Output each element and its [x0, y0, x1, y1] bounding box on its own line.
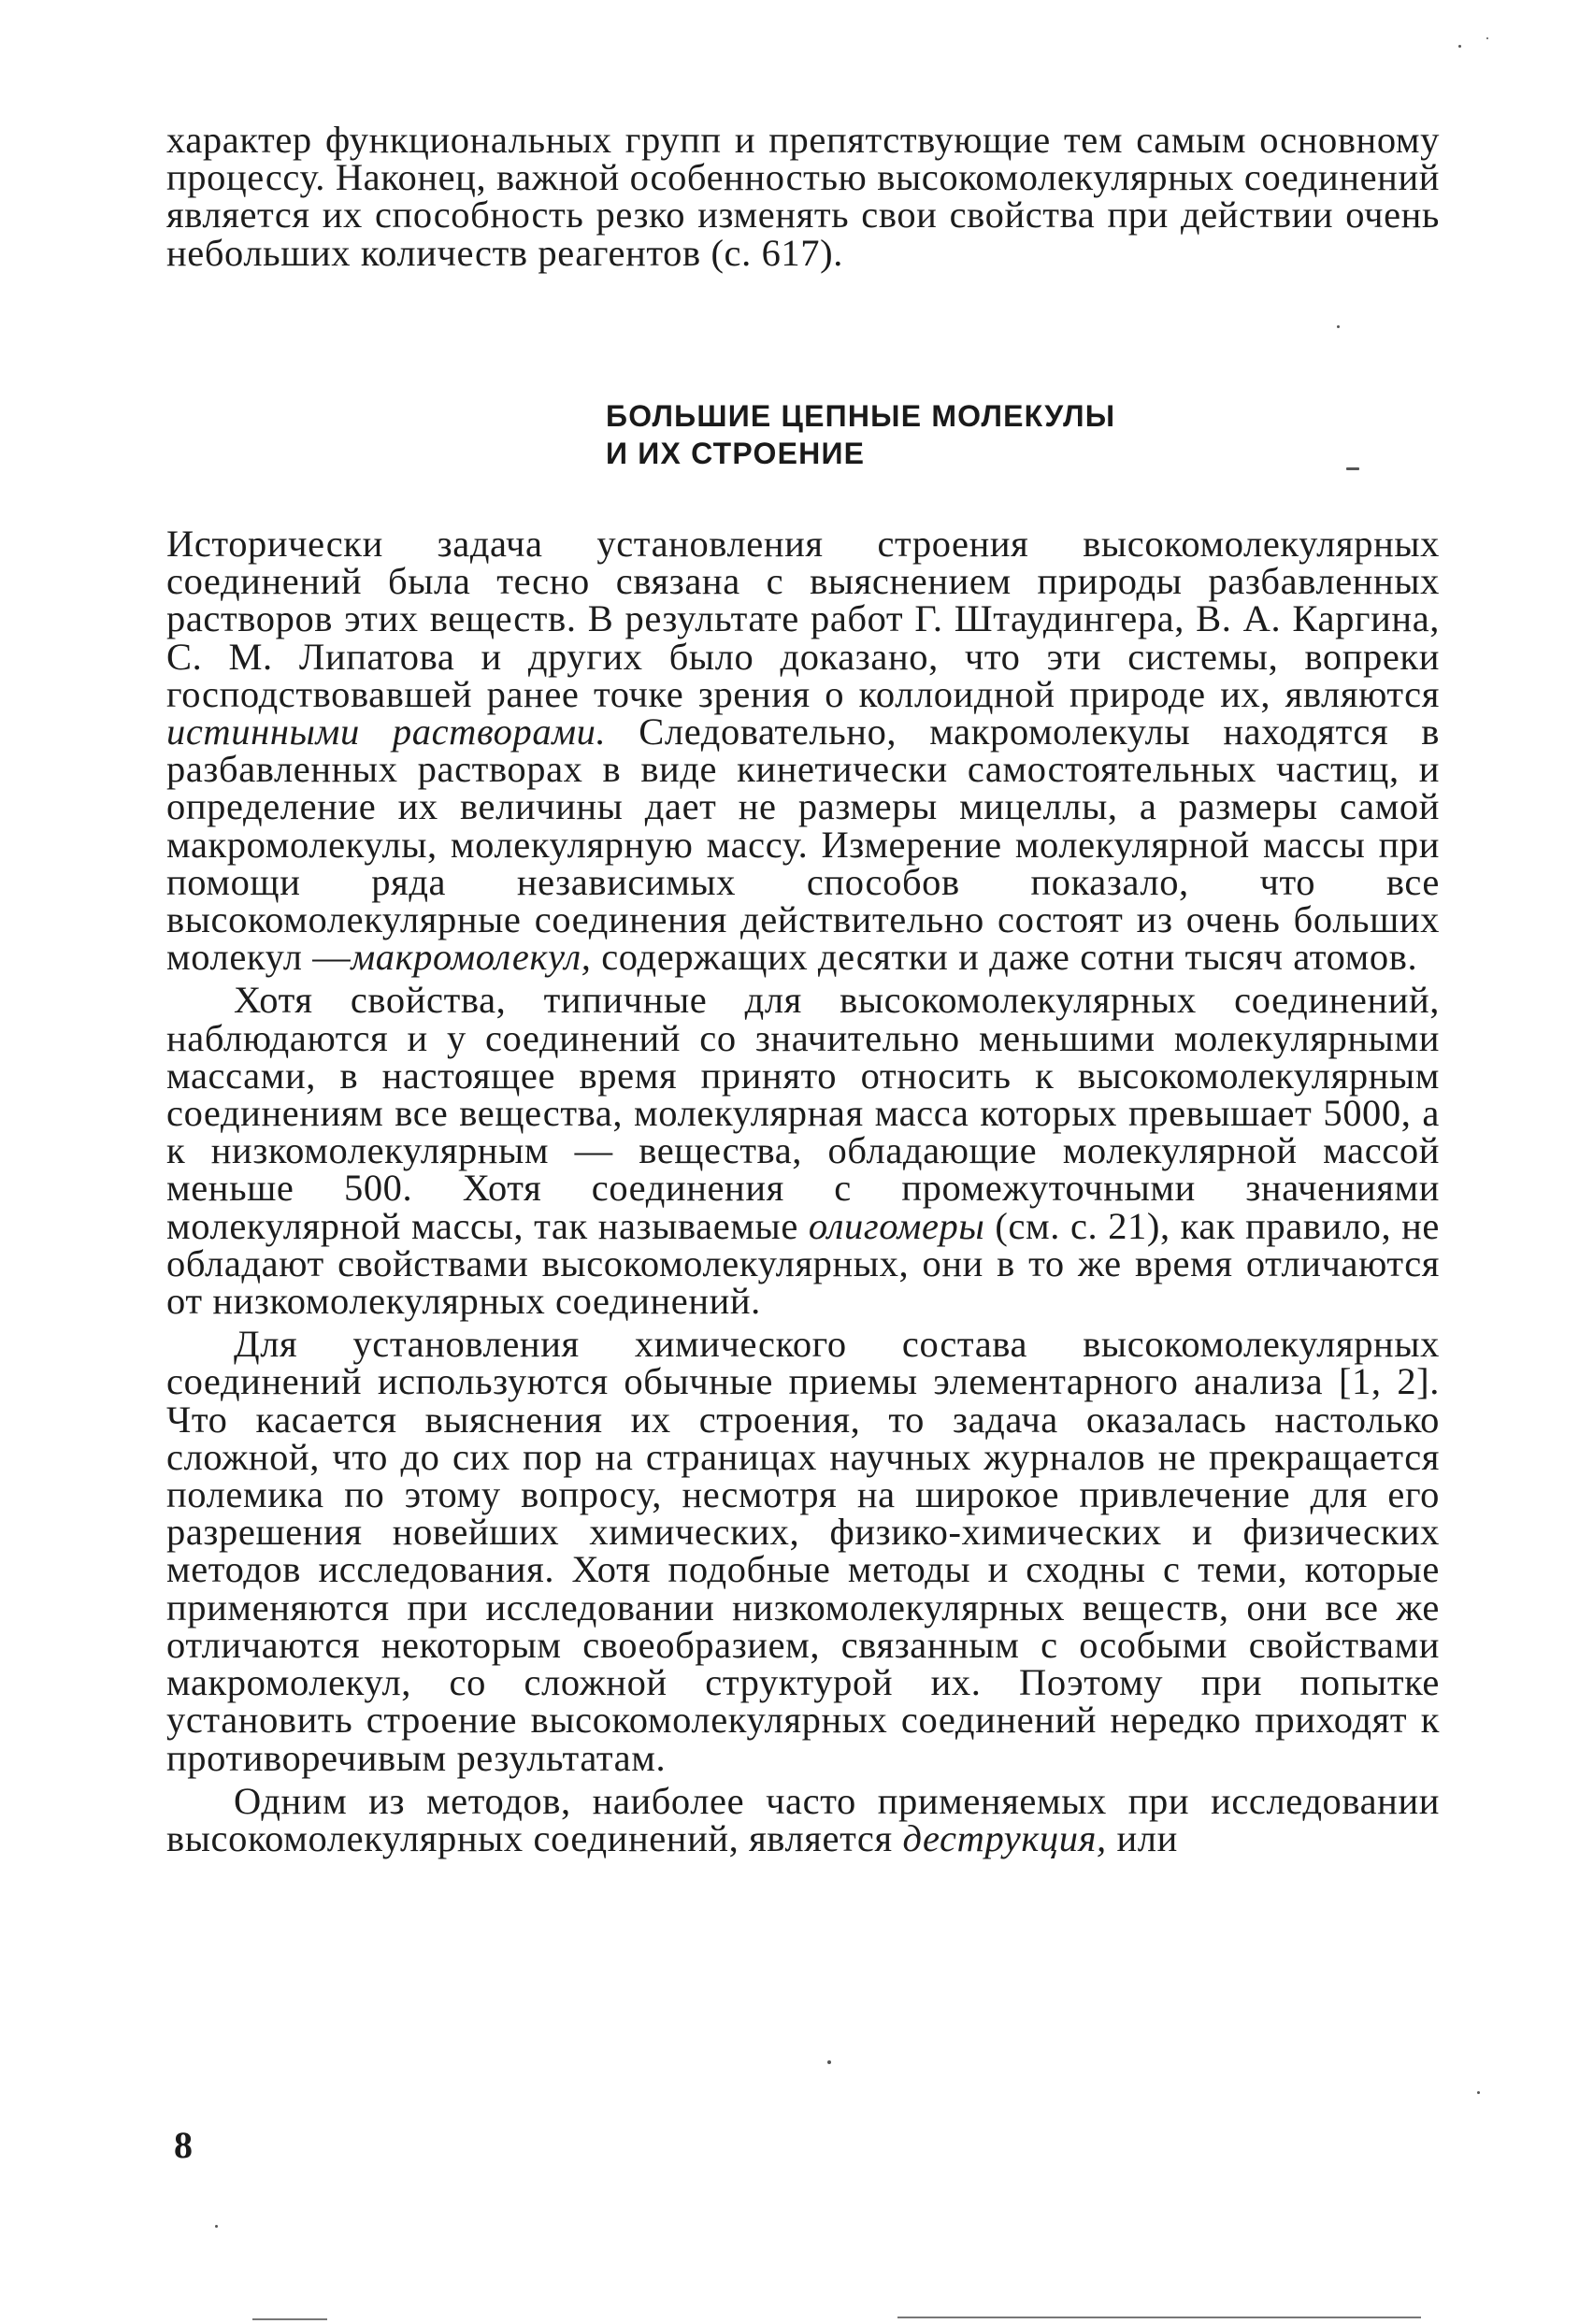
section-body: [166, 525, 1440, 1858]
paragraph-1: Исторически задача установления строения высокомолекулярных соединений была тесно связана с выяснением природы разбавленных растворов этих веществ. В результате работ Г. Штаудингера, В. А. Каргина, С. М. Липатова и других было доказано, что эти системы, вопреки господствовавшей ранее точке зрения о коллоидной природе их, являются истинными растворами. Следовательно, макромолекулы находятся в разбавленных растворах в виде кинетически самостоятельных частиц, и определение их величины дает не размеры мицеллы, а размеры самой макромолекулы, молекулярную массу. Измерение молекулярной массы при помощи ряда независимых способов показало, что все высокомолекулярные соединения действительно состоят из очень больших молекул —макромолекул, содержащих десятки и даже сотни тысяч атомов.: [166, 523, 1440, 979]
continuation-paragraph: [166, 119, 1440, 274]
continuation-text: характер функциональных групп и препятствующие тем самым основному процессу. Наконец, важной особенностью высокомолекулярных соединений является их способность резко изменять свои свойства при действии очень небольших количеств реагентов (с. 617).: [166, 119, 1440, 274]
scan-speck: [827, 2060, 831, 2064]
section-heading: [606, 397, 1260, 472]
scan-line: [252, 2318, 327, 2320]
term-destruction: деструкция,: [902, 1816, 1107, 1859]
scan-speck: [215, 2225, 218, 2228]
scan-speck: [1458, 45, 1461, 48]
paragraph-4: Одним из методов, наиболее часто применяемых при исследовании высокомолекулярных соединений, является деструкция, или: [166, 1779, 1440, 1859]
scan-speck: [1346, 467, 1359, 470]
scan-speck: [1486, 37, 1488, 39]
term-macromolecules: макромолекул,: [351, 936, 592, 979]
scan-speck: [1337, 325, 1340, 328]
scan-line: [897, 2317, 1421, 2318]
scan-speck: [1477, 2091, 1480, 2094]
paragraph-3: Для установления химического состава высокомолекулярных соединений используются обычные приемы элементарного анализа [1, 2]. Что касается выяснения их строения, то задача оказалась настолько сложной, что до сих пор на страницах научных журналов не прекращается полемика по этому вопросу, несмотря на широкое привлечение для его разрешения новейших химических, физико-химических и физических методов исследования. Хотя подобные методы и сходны с теми, которые применяются при исследовании низкомолекулярных веществ, они все же отличаются некоторым своеобразием, связанным с особыми свойствами макромолекул, со сложной структурой их. Поэтому при попытке установить строение высокомолекулярных соединений нередко приходят к противоречивым результатам.: [166, 1323, 1440, 1779]
paragraph-2: Хотя свойства, типичные для высокомолекулярных соединений, наблюдаются и у соединений со значительно меньшими молекулярными массами, в настоящее время принято относить к высокомолекулярным соединениям все вещества, молекулярная масса которых превышает 5000, а к низкомолекулярным — вещества, обладающие молекулярной массой меньше 500. Хотя соединения с промежуточными значениями молекулярной массы, так называемые олигомеры (см. с. 21), как правило, не обладают свойствами высокомолекулярных, они в то же время отличаются от низкомолекулярных соединений.: [166, 979, 1441, 1323]
term-true-solutions: истинными растворами.: [166, 710, 607, 753]
section-heading-line-1: БОЛЬШИЕ ЦЕПНЫЕ МОЛЕКУЛЫ: [606, 399, 1116, 433]
term-oligomers: олигомеры: [808, 1204, 985, 1247]
section-heading-line-2: И ИХ СТРОЕНИЕ: [606, 437, 866, 470]
page-number: 8: [174, 2124, 193, 2166]
